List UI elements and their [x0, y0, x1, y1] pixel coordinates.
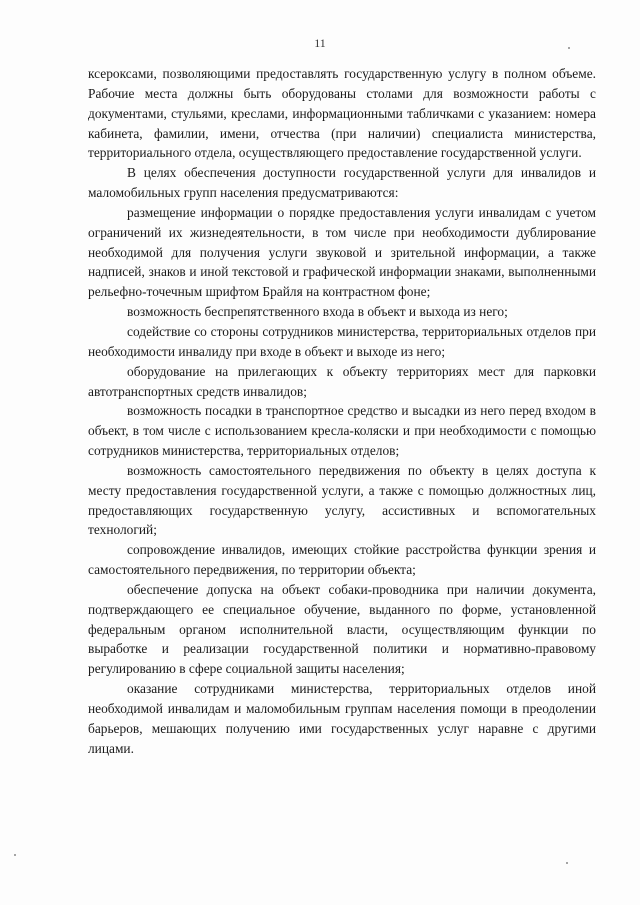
- paragraph-escort-visually-impaired: сопровождение инвалидов, имеющих стойкие расстройства функции зрения и самостоятельного передвижения, по территории объекта;: [88, 542, 596, 578]
- scan-speck: [566, 862, 568, 864]
- paragraph-accessibility-intro: В целях обеспечения доступности государственной услуги для инвалидов и маломобильных групп населения предусматриваются:: [88, 165, 596, 201]
- paragraph-transport-boarding: возможность посадки в транспортное средство и высадки из него перед входом в объект, в том числе с использованием кресла-коляски и при необходимости с помощью сотрудников министерства, территориальных отделов;: [88, 403, 596, 459]
- scan-speck: [14, 854, 16, 856]
- page-number: 11: [314, 36, 326, 50]
- paragraph-staff-assistance: содействие со стороны сотрудников министерства, территориальных отделов при необходимости инвалиду при входе в объект и выходе из него;: [88, 323, 596, 359]
- paragraph-braille-info: размещение информации о порядке предоставления услуги инвалидам с учетом ограничений их жизнедеятельности, в том числе при необходимости дублирование необходимой для получения услуги звуковой и зрительной информации, а также надписей, знаков и иной текстовой и графической информации знаками, выполненными рельефно-точечным шрифтом Брайля на контрастном фоне;: [88, 204, 596, 300]
- scan-speck: [568, 47, 570, 49]
- paragraph-continuation: ксероксами, позволяющими предоставлять государственную услугу в полном объеме. Рабочие места должны быть оборудованы столами для возможности работы с документами, стульями, креслами, информационными табличками с указанием: номера кабинета, фамилии, имени, отчества (при наличии) специалиста министерства, территориального отдела, осуществляющего предоставление государственной услуги.: [88, 66, 596, 161]
- paragraph-parking: оборудование на прилегающих к объекту территориях мест для парковки автотранспортных средств инвалидов;: [88, 363, 596, 399]
- paragraph-guide-dog: обеспечение допуска на объект собаки-проводника при наличии документа, подтверждающего ее специальное обучение, выданного по форме, установленной федеральным органом исполнительной власти, осуществляющим функции по выработке и реализации государственной политики и нормативно-правовому регулированию в сфере социальной защиты населения;: [88, 581, 596, 677]
- paragraph-free-entry: возможность беспрепятственного входа в объект и выхода из него;: [127, 304, 508, 320]
- document-body: [88, 64, 596, 759]
- paragraph-other-assistance: оказание сотрудниками министерства, территориальных отделов иной необходимой инвалидам и маломобильным группам населения помощи в преодолении барьеров, мешающих получению ими государственных услуг наравне с другими лицами.: [88, 681, 596, 756]
- paragraph-independent-movement: возможность самостоятельного передвижения по объекту в целях доступа к месту предоставления государственной услуги, а также с помощью должностных лиц, предоставляющих государственную услугу, ассистивных и вспомогательных технологий;: [88, 462, 596, 538]
